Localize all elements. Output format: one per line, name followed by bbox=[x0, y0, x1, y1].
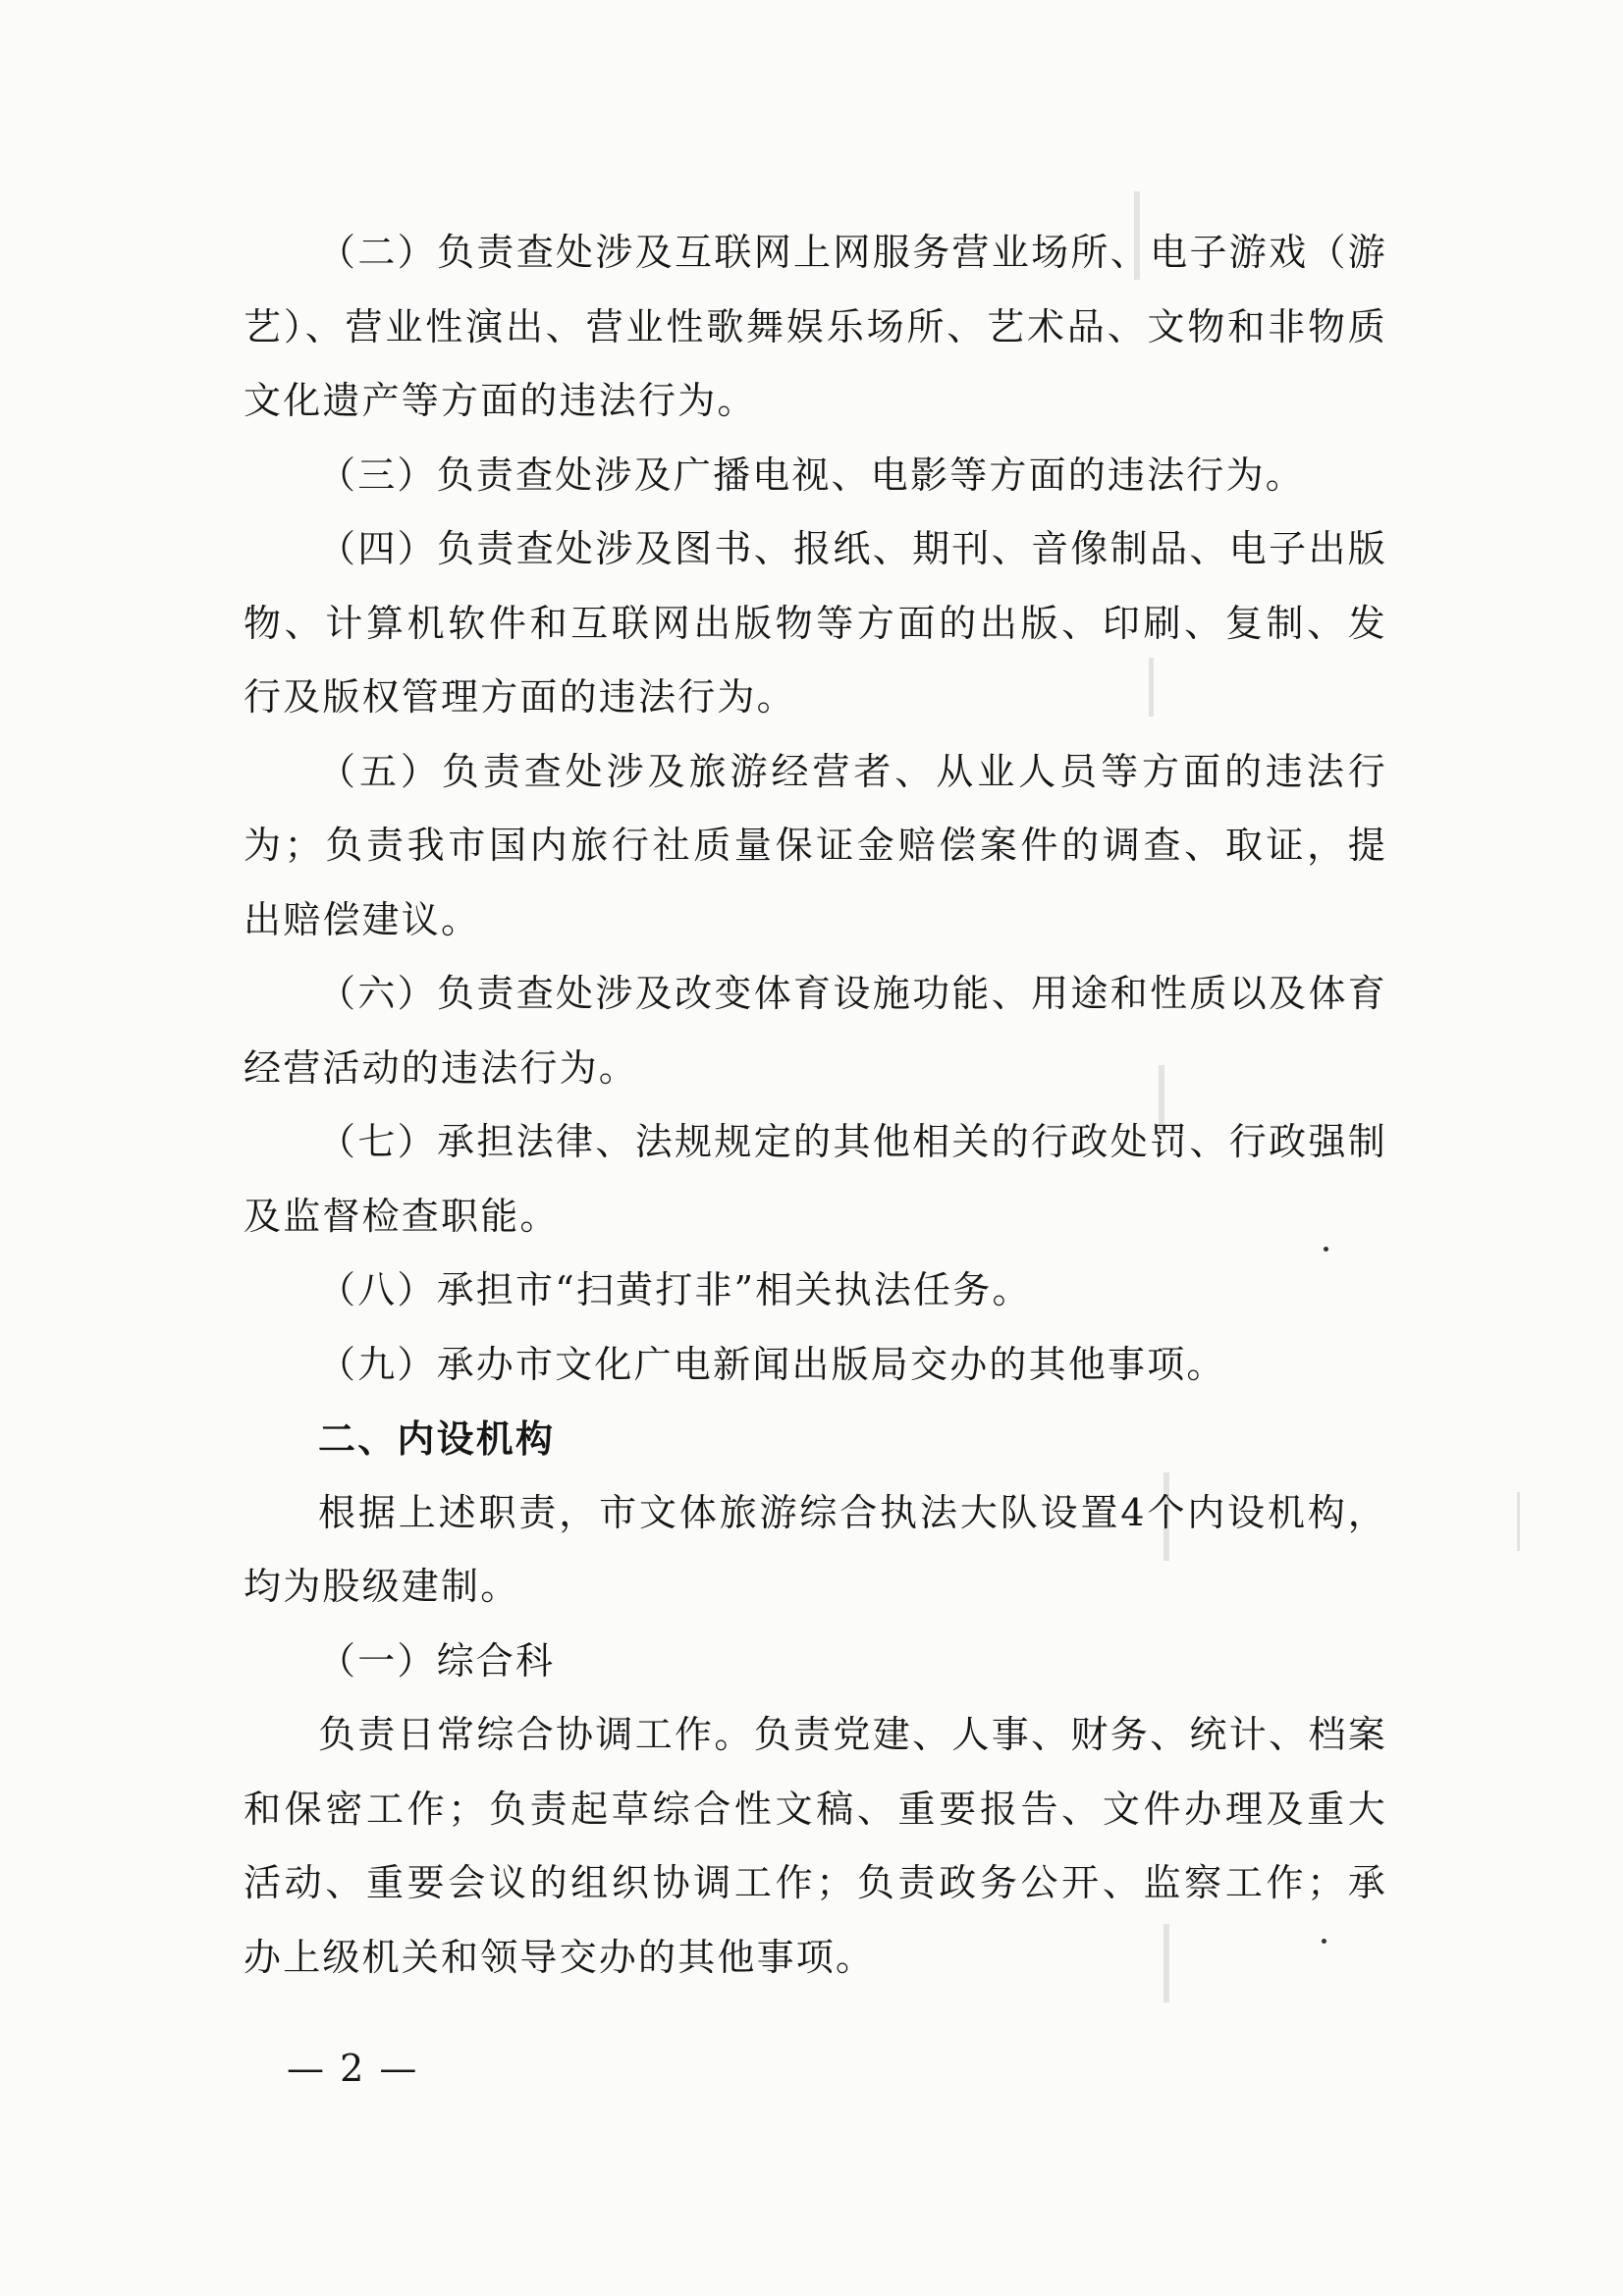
paragraph-item-4: （四）负责查处涉及图书、报纸、期刊、音像制品、电子出版物、计算机软件和互联网出版物等方面的出版、印刷、复制、发行及版权管理方面的违法行为。 bbox=[243, 527, 1387, 719]
paragraph-item-7: （七）承担法律、法规规定的其他相关的行政处罚、行政强制及监督检查职能。 bbox=[243, 1120, 1387, 1238]
section-heading-internal-units: 二、内设机构 bbox=[318, 1416, 556, 1461]
paragraph-general-section-duties: 负责日常综合协调工作。负责党建、人事、财务、统计、档案和保密工作；负责起草综合性文稿、重要报告、文件办理及重大活动、重要会议的组织协调工作；负责政务公开、监察工作；承办上级机关和领导交办的其他事项。 bbox=[243, 1713, 1387, 1979]
document-body bbox=[243, 216, 1387, 1995]
paragraph-item-9: （九）承办市文化广电新闻出版局交办的其他事项。 bbox=[318, 1342, 1226, 1386]
paragraph-item-8: （八）承担市“扫黄打非”相关执法任务。 bbox=[318, 1268, 1032, 1311]
paragraph-item-5: （五）负责查处涉及旅游经营者、从业人员等方面的违法行为；负责我市国内旅行社质量保证金赔偿案件的调查、取证，提出赔偿建议。 bbox=[243, 749, 1387, 941]
paragraph-item-3: （三）负责查处涉及广播电视、电影等方面的违法行为。 bbox=[318, 453, 1306, 497]
scan-artifact bbox=[1517, 1492, 1520, 1551]
paragraph-item-2: （二）负责查处涉及互联网上网服务营业场所、电子游戏（游艺）、营业性演出、营业性歌舞娱乐场所、艺术品、文物和非物质文化遗产等方面的违法行为。 bbox=[243, 231, 1387, 422]
paragraph-item-6: （六）负责查处涉及改变体育设施功能、用途和性质以及体育经营活动的违法行为。 bbox=[243, 972, 1387, 1090]
paragraph-internal-units-intro: 根据上述职责，市文体旅游综合执法大队设置4个内设机构，均为股级建制。 bbox=[243, 1490, 1387, 1608]
page-number: — 2 — bbox=[287, 2047, 419, 2090]
subheading-general-section: （一）综合科 bbox=[318, 1638, 556, 1682]
